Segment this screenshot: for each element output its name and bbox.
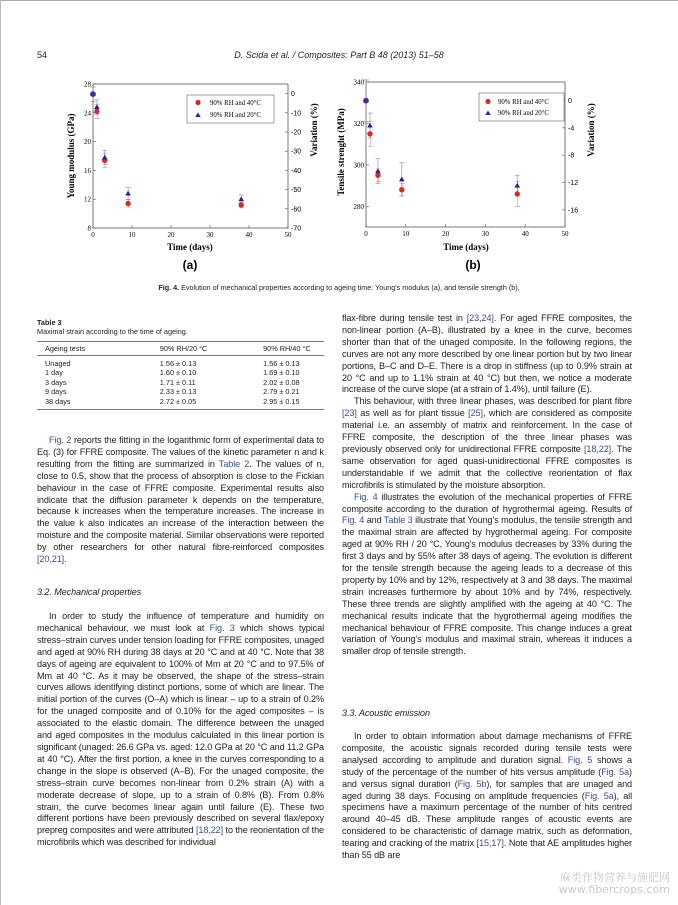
link-fig5a[interactable]: Fig. 5a [584,790,614,801]
paragraph [342,313,632,396]
chart-b-point-circle [515,191,520,196]
chart-a-xtick-label: 50 [284,231,292,239]
chart-b-point-circle [375,173,380,178]
paragraph [37,435,324,566]
chart-a-y2tick-label: -50 [291,187,302,195]
right-column-block [342,313,632,658]
chart-b-panel-label: (b) [465,258,481,272]
paragraph-text: flax-fibre during tensile test in [342,313,467,323]
chart-a-y2tick-label: 0 [291,91,295,99]
right-column-section [342,708,632,720]
chart-b-y2tick-label: -12 [568,180,579,188]
link-ref-18-22[interactable]: [18,22] [583,443,612,454]
legend-entry-40c: 90% RH and 40°C [498,99,549,106]
table-3 [37,341,324,410]
paragraph [37,611,324,849]
chart-a-y2tick-label: -10 [291,110,302,118]
table-row [37,387,324,396]
link-fig4[interactable]: Fig. 4 [342,515,365,526]
link-fig5[interactable]: Fig. 5 [567,754,593,765]
figure-caption-label: Fig. 4. [158,283,180,292]
page-number: 54 [37,50,48,60]
chart-a-y2tick-label: -40 [291,167,302,175]
link-ref-25[interactable]: [25] [468,408,483,419]
legend-entry-20c: 90% RH and 20°C [210,112,261,119]
chart-a-y2tick-label: -30 [291,148,302,156]
left-column-section [37,587,324,599]
link-ref-20-21[interactable]: [20,21] [37,554,65,565]
table-cell: 9 days [45,387,67,397]
table-row [37,368,324,377]
section-heading-acoustic: 3.3. Acoustic emission [342,708,430,718]
chart-tensile-strength [0,0,678,280]
chart-b-point-triangle [399,177,405,182]
chart-b-xlabel: Time (days) [443,242,489,252]
link-ref-23[interactable]: [23] [342,408,357,419]
paragraph-text: In order to obtain information about damage mechanisms of FFRE composite, the acoustic signals recorded during tensile tests were analysed according to amplitude and duration signal. [342,731,632,765]
right-column-para4-block [342,731,632,862]
link-fig5a[interactable]: Fig. 5a [601,766,630,777]
link-table3[interactable]: Table 3 [383,515,413,526]
chart-b-ylabel: Tensile strenght (MPa) [336,108,346,196]
chart-b-y2tick-label: -4 [568,125,575,133]
table-header-ageing: Ageing tests [37,342,152,356]
chart-a-ytick-label: 8 [87,224,91,233]
table-cell: 2.95 ± 0.15 [263,396,300,406]
table-cell: 38 days [45,396,71,406]
chart-a-xtick-label: 0 [91,231,95,239]
chart-b-ytick-label: 340 [353,78,364,87]
paragraph-text: This behaviour, with three linear phases, was described for plant fibre [354,396,632,407]
chart-a-xlabel: Time (days) [167,242,213,252]
paragraph-text: shows a study of the percentage of the number of hits versus amplitude ( [342,754,632,777]
paragraph-text: ), for samples that are unaged and aged during 38 days. Focusing on amplitude frequencies ( [342,778,632,801]
table-cell: 3 days [45,377,67,387]
paragraph-text: as well as for plant tissue [356,408,469,419]
legend-entry-20c: 90% RH and 20°C [498,110,549,117]
table-header-row [37,342,324,356]
link-fig4[interactable]: Fig. 4 [354,491,378,502]
link-ref-18-22[interactable]: [18,22] [195,825,224,836]
watermark-line2: www.fibercrops.com [558,883,670,896]
table-cell: 2.79 ± 0.21 [263,387,300,397]
running-head: D. Scida et al. / Composites: Part B 48 (2013) 51–58 [234,50,444,60]
paragraph-text: illustrate that Young's modulus, the tensile strength and the maximal strain are affected by hygrothermal ageing. For composite aged at 90% RH / 20 °C, Young's modulus decreases by 33% during the first 3 days and by 55% after 38 days of ageing. The evolution is different for the tensile strength because the ageing leads to a decrease of this property by 10% and by 12%, respectively at 3 and 38 days. The maximal strain increases furthermore by about 10% and by 74%, respectively. These three trends are slightly amplified with the ageing at 40 °C. The mechanical results indicate that the hygrothermal ageing modifies the mechanical behaviour of FFRE composite. This change induces a great variation of Young's modulus and maximal strain, whereas it induces a smaller drop of tensile strength. [342,515,632,657]
chart-b-y2tick-label: -16 [568,207,579,215]
paragraph-text: to the reorientation of the microfibrils which was described for individual [37,825,324,848]
table-header-40c: 90% RH/40 °C [255,342,324,356]
chart-b-xtick-label: 0 [364,230,368,238]
figure-caption-text: Evolution of mechanical properties according to ageing time: Young's modulus (a), and tensile strength (b). [179,283,520,292]
paragraph-text: . The same observation for aged quasi-unidirectional FFRE composites is understandable if we admit that the collective reorientation of flax microfibrils is stimulated by the moisture absorption. [342,443,632,490]
chart-b-ytick-label: 300 [353,161,364,170]
chart-b-point-circle [399,187,404,192]
paragraph [342,396,632,491]
paragraph [342,731,632,862]
section-heading-mechanical: 3.2. Mechanical properties [37,587,142,597]
chart-b-xtick-label: 50 [561,230,569,238]
chart-a-xtick-label: 20 [167,231,175,239]
chart-a-panel-label: (a) [182,258,198,272]
paragraph-text: ) and versus signal duration ( [342,766,632,789]
chart-b-ytick-label: 320 [353,119,364,128]
watermark-line1: 麻类作物营养与施肥网 [560,871,670,884]
chart-b-ytick-label: 280 [353,202,364,211]
table-cell: 1.56 ± 0.13 [263,359,300,368]
chart-b-y2tick-label: 0 [568,97,572,105]
chart-a-ytick-label: 20 [84,138,91,147]
table-cell: 1.60 ± 0.10 [159,368,197,378]
paragraph-text: In order to study the influence of temperature and humidity on mechanical behaviour, we must look at [37,611,324,633]
table-cell: 1.69 ± 0.10 [263,368,300,378]
chart-b-legend [479,93,564,121]
link-fig2[interactable]: Fig. 2 [49,435,72,445]
chart-b-xtick-label: 20 [442,230,450,238]
chart-a-y2tick-label: -70 [291,225,302,233]
table-row [37,397,324,410]
chart-b-xtick-label: 10 [402,230,410,238]
table-cell: Unaged [45,359,71,368]
chart-b-y2tick-label: -8 [568,152,575,160]
chart-b-xtick-label: 40 [521,230,529,238]
chart-b-y2label: Variation (%) [586,103,596,157]
link-table2[interactable]: Table 2 [218,458,250,469]
paragraph-text: reports the fitting in the logarithmic form of experimental data to Eq. (3) for FFRE composite. The values of the kinetic parameter n and k resulting from the fitting are summarized in [37,435,324,469]
figure-caption [0,283,678,292]
table-row [37,356,324,369]
chart-a-xtick-label: 30 [206,231,214,239]
chart-b-xtick-label: 30 [481,230,489,238]
chart-a-ylabel: Young modulus (GPa) [66,113,76,199]
chart-b-point-circle [367,131,372,136]
chart-b-point-triangle [514,183,520,188]
table-cell: 2.02 ± 0.08 [263,377,300,387]
paragraph-text: illustrates the evolution of the mechanical properties of FFRE composite according to the duration of hygrothermal ageing. Results of [342,491,632,514]
watermark [559,872,670,896]
table-cell: 1 day [45,368,63,378]
table-3-label: Table 3 [37,318,62,327]
table-cell: 2.33 ± 0.13 [159,387,197,397]
table-cell: 1.71 ± 0.11 [159,377,196,387]
link-fig5b[interactable]: Fig. 5b [457,778,487,789]
table-row [37,378,324,387]
chart-a-ytick-label: 12 [84,195,91,204]
paragraph-text: ), all specimens have a maximum percentage of the number of hits centred around 40–45 dB. These amplitude ranges of acoustic events are considered to be characteristic of damage matrix, such as deformation, tearing and cracking of the matrix [342,790,632,849]
left-column-para2-block [37,611,324,849]
paragraph-text: , which are considered as composite material i.e. an assembly of matrix and reinforcement. In the case of FFRE composite, the description of the three linear phases was previously observed only for unidirectional FFRE composite [342,408,632,454]
left-column-para1-block [37,435,324,566]
chart-a-y2tick-label: -20 [291,129,302,137]
chart-a-ytick-label: 16 [84,166,91,175]
link-ref-15-17[interactable]: [15,17] [476,838,504,849]
paragraph-text: which shows typical stress–strain curves under tension loading for FFRE composites, unaged and aged at 90% RH during 38 days at 20 °C and at 40 °C. Note that 38 days of ageing are equivalent to 100% of Mm at 20 °C and to 97.5% of Mm at 40 °C. As it may be observed, the shape of the stress–strain curves allows identifying distinct portions, some of which are linear. The initial portion of the curves (O–A) which is linear – up to a strain of 0.2% for the unaged composite and of 0.10% for the aged composites – is associated to the elastic domain. The difference between the unaged and aged composites in the modulus calculated in this linear portion is significant (unaged: 26.6 GPa vs. aged: 12.0 GPa at 20 °C and 11.2 GPa at 40 °C). After the first portion, a knee in the curves corresponding to a change in the slope is observed (A–B). For the unaged composite, the stress–strain curve becomes non-linear from 0.2% strain (A) with a moderate decrease of slope, up to a strain of 0.8% (B). From 0.8% strain, the curve becomes linear again until failure (E). These two different portions have been previously described on several flax/epoxy prepreg composites and were attributed [37,622,324,836]
legend-entry-40c: 90% RH and 40°C [210,100,261,107]
table-3-title [37,318,188,336]
link-fig3[interactable]: Fig. 3 [209,622,235,633]
chart-a-ytick-label: 28 [84,80,91,89]
table-cell: 2.72 ± 0.05 [159,396,197,406]
legend-marker-circle [485,99,490,104]
chart-b-point-unaged [363,98,369,104]
chart-a-ytick-label: 24 [84,109,91,118]
table-3-caption: Maximal strain according to the time of ageing. [37,327,188,336]
paragraph-text: . [64,554,67,565]
paragraph-text: . The values of n, close to 0.5, show that the process of absorption is close to the Fickian behaviour in the case of FFRE composite. Experimental results also indicate that the diffusion parameter k depends on the temperature, because k increases when the temperature increases. The increase in the value k also indicates an increase of the interaction between the moisture and the composite material. Similar observations were reported by other researchers for other natural fibre-reinforced composites [37,458,325,553]
chart-a-y2label: Variation (%) [309,103,319,157]
paragraph [342,492,632,659]
chart-a-xtick-label: 40 [245,231,253,239]
paragraph-text: . Note that AE amplitudes higher than 55 dB are [342,838,632,861]
table-cell: 1.56 ± 0.13 [159,359,197,368]
table-header-20c: 90% RH/20 °C [152,342,255,356]
chart-a-xtick-label: 10 [128,231,136,239]
paragraph-text: . For aged FFRE composites, the non-linear portion (A–B), illustrated by a knee in the curve, becomes shorter than that of the unaged composite. In the following regions, the curves are not any more described by one linear portion but by two linear portions, B–C and D–E. There is a drop in stiffness (up to 0.9% strain at 20 °C and up to 1.1% strain at 40 °C) but then, we notice a moderate increase of the curve slope (at a strain of 1.4%), until failure (E). [342,313,632,395]
paragraph-text: and [364,515,384,526]
chart-a-y2tick-label: -60 [291,206,302,214]
link-ref-23-24[interactable]: [23,24] [466,313,494,323]
